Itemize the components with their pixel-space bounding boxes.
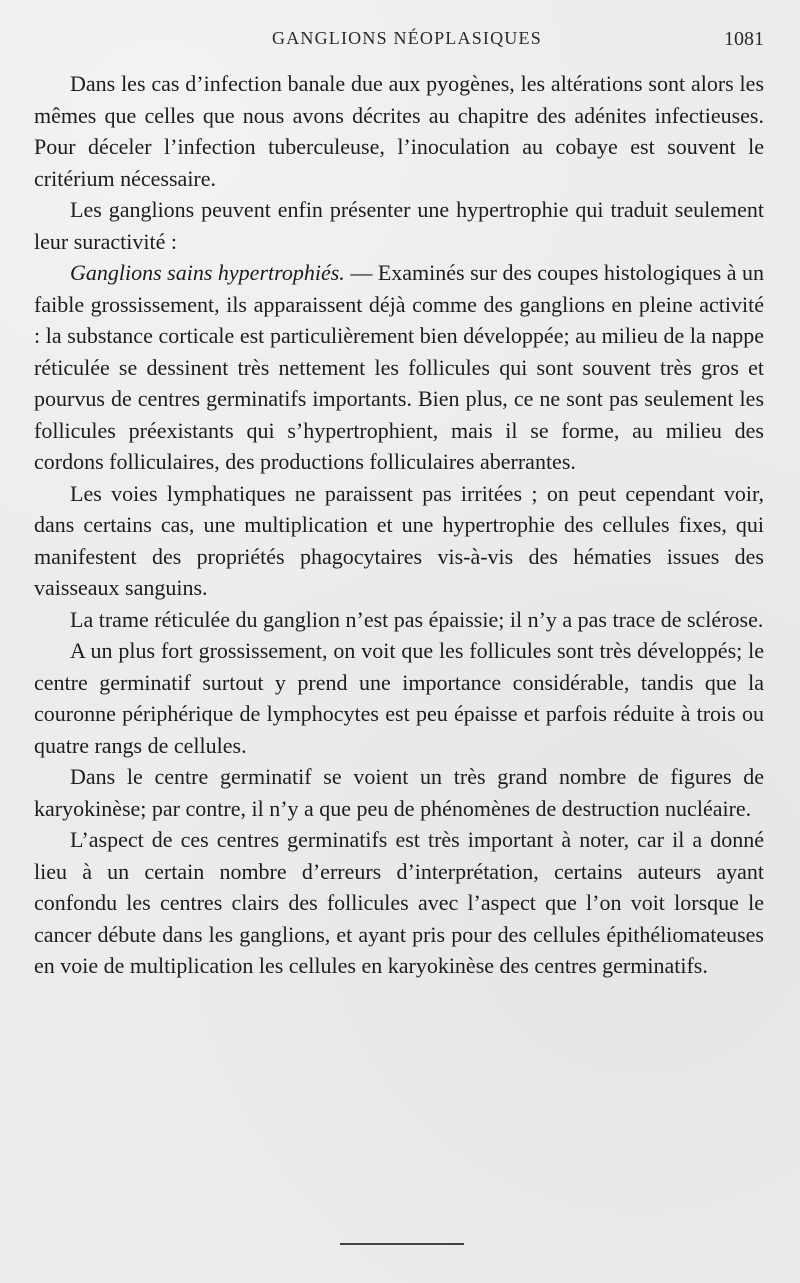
paragraph-8-text: L’aspect de ces centres germinatifs est très important à noter, car il a donné lieu à un certain nombre d’erreurs d’interprétation, certains auteurs ayant confondu les centres clairs des follicules avec l’aspect que l’on voit lorsque le cancer débute dans les ganglions, et ayant pris pour des cellules épithéliomateuses en voie de multiplication les cellules en karyokinèse des centres germinatifs. — [34, 827, 764, 978]
paragraph-3-text: — Examinés sur des coupes histologiques à un faible grossissement, ils apparaissent déjà comme des ganglions en pleine activité : la substance corticale est particulièrement bien développée; au milieu de la nappe réticulée se dessinent très nettement les follicules qui sont souvent très gros et pourvus de centres germinatifs importants. Bien plus, ce ne sont pas seulement les follicules préexistants qui s’hypertrophient, mais il se forme, au milieu des cordons folliculaires, des productions folliculaires aberrantes. — [34, 260, 764, 474]
paragraph-3 — [34, 257, 764, 478]
page-number: 1081 — [724, 28, 764, 50]
paragraph-5 — [34, 604, 764, 636]
section-lead-heading: Ganglions sains hypertrophiés. — [70, 260, 345, 285]
section-end-rule — [340, 1243, 464, 1245]
paragraph-7 — [34, 761, 764, 824]
paragraph-7-text: Dans le centre germinatif se voient un très grand nombre de figures de karyokinèse; par contre, il n’y a que peu de phénomènes de destruction nucléaire. — [34, 764, 764, 821]
body-text — [34, 68, 764, 982]
paragraph-2 — [34, 194, 764, 257]
paragraph-6 — [34, 635, 764, 761]
paragraph-8 — [34, 824, 764, 982]
paragraph-4 — [34, 478, 764, 604]
paragraph-6-text: A un plus fort grossissement, on voit que les follicules sont très développés; le centre germinatif surtout y prend une importance considérable, tandis que la couronne périphérique de lymphocytes est peu épaisse et parfois réduite à trois ou quatre rangs de cellules. — [34, 638, 764, 758]
paragraph-2-text: Les ganglions peuvent enfin présenter une hypertrophie qui traduit seulement leur suractivité : — [34, 197, 764, 254]
paragraph-5-text: La trame réticulée du ganglion n’est pas épaissie; il n’y a pas trace de sclérose. — [70, 606, 764, 632]
paragraph-1 — [34, 68, 764, 194]
paragraph-1-text: Dans les cas d’infection banale due aux pyogènes, les altérations sont alors les mêmes que celles que nous avons décrites au chapitre des adénites infectieuses. Pour déceler l’infection tuberculeuse, l’inoculation au cobaye est souvent le critérium nécessaire. — [34, 71, 764, 191]
running-title: GANGLIONS NÉOPLASIQUES — [272, 28, 542, 48]
paragraph-4-text: Les voies lymphatiques ne paraissent pas irritées ; on peut cependant voir, dans certains cas, une multiplication et une hypertrophie des cellules fixes, qui manifestent des propriétés phagocytaires vis-à-vis des hématies issues des vaisseaux sanguins. — [34, 480, 764, 600]
page-header — [0, 26, 800, 54]
